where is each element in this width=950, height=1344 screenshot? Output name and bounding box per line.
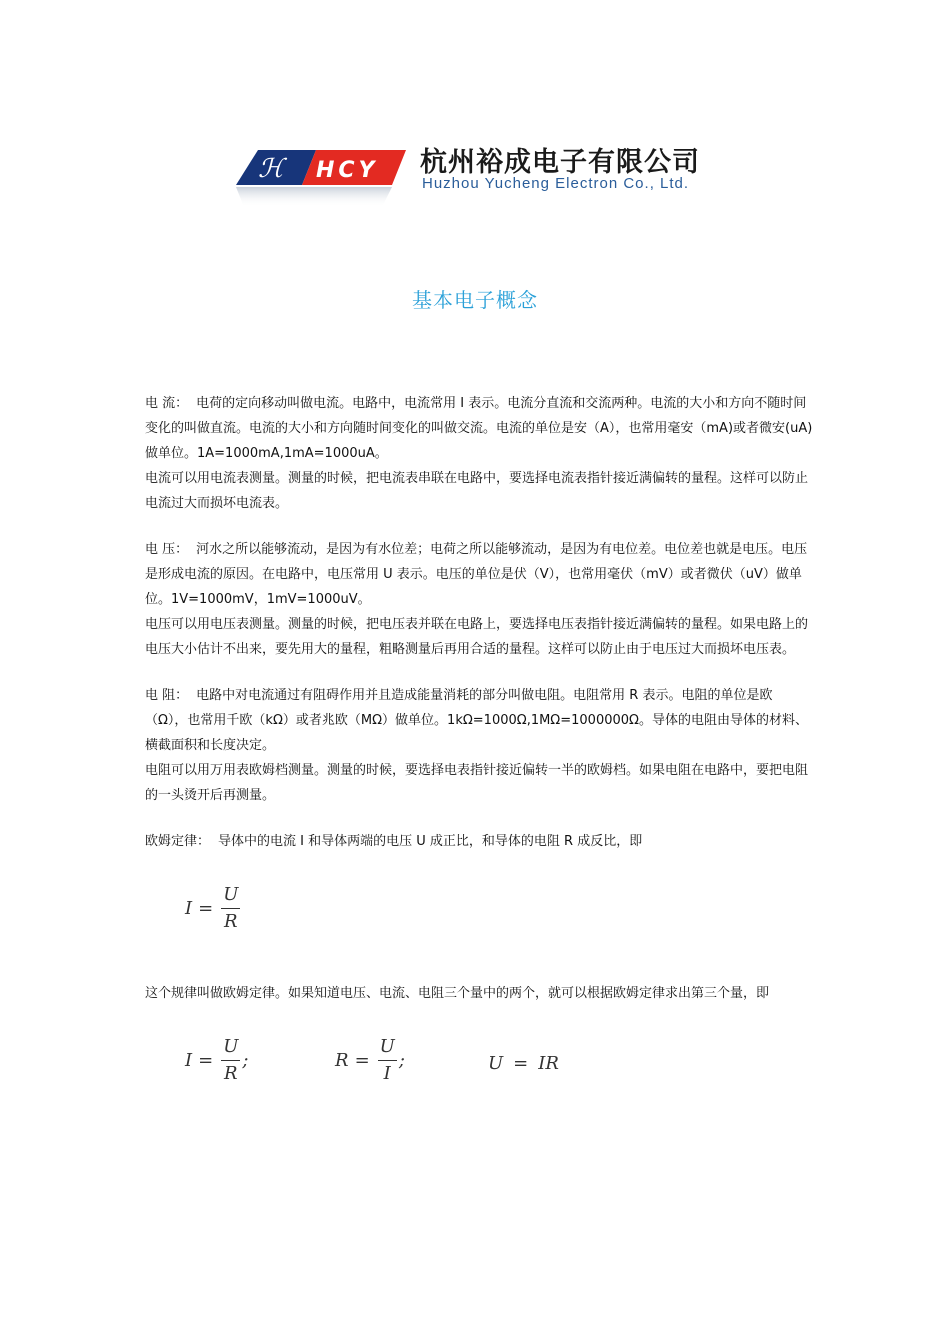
ohm-paragraph	[145, 829, 813, 854]
hcy-logo-graphic	[236, 145, 406, 207]
ohm-term: 欧姆定律：	[145, 834, 211, 849]
formula-semicolon: ;	[242, 1050, 249, 1071]
formula-fraction	[221, 884, 240, 933]
resistance-term: 电 阻：	[145, 688, 189, 703]
formula-rhs: IR	[538, 1053, 559, 1074]
formula-denominator: R	[224, 1063, 238, 1084]
resistance-text-2: 电阻可以用万用表欧姆档测量。测量的时候，要选择电表指针接近偏转一半的欧姆档。如果电阻在电路中，要把电阻的一头烫开后再测量。	[145, 763, 809, 803]
formula-lhs: I	[185, 1050, 193, 1071]
formula-numerator: U	[221, 884, 240, 909]
current-paragraph	[145, 391, 813, 466]
ohm-formula-row	[145, 1036, 813, 1096]
formula-lhs: U	[488, 1053, 504, 1074]
document-title: 基本电子概念	[412, 288, 538, 312]
document-body	[145, 391, 813, 1084]
formula-equals: =	[513, 1053, 529, 1074]
formula-resistance	[335, 1036, 405, 1085]
formula-current	[185, 1036, 248, 1085]
formula-equals: =	[354, 1050, 370, 1071]
formula-equals: =	[198, 1050, 214, 1071]
formula-equals: =	[198, 898, 214, 919]
formula-lhs: I	[185, 898, 193, 919]
formula-denominator: I	[383, 1063, 391, 1084]
formula-fraction	[378, 1036, 397, 1085]
formula-numerator: U	[378, 1036, 397, 1061]
ohm-formula-main	[185, 884, 242, 933]
current-text-2: 电流可以用电流表测量。测量的时候，把电流表串联在电路中，要选择电流表指针接近满偏转的量程。这样可以防止电流过大而损坏电流表。	[145, 471, 809, 511]
resistance-paragraph	[145, 683, 813, 758]
voltage-text-1: 河水之所以能够流动，是因为有水位差；电荷之所以能够流动，是因为有电位差。电位差也就是电压。电压是形成电流的原因。在电路中，电压常用 U 表示。电压的单位是伏（V），也常用毫伏（mV）或者微伏（uV）做单位。1V=1000mV，1mV=1000uV。	[145, 542, 808, 607]
formula-lhs: R	[335, 1050, 349, 1071]
voltage-text-2: 电压可以用电压表测量。测量的时候，把电压表并联在电路上，要选择电压表指针接近满偏转的量程。如果电路上的电压大小估计不出来，要先用大的量程，粗略测量后再用合适的量程。这样可以防止由于电压过大而损坏电压表。	[145, 617, 809, 657]
voltage-term: 电 压：	[145, 542, 189, 557]
ohm-text-1: 导体中的电流 I 和导体两端的电压 U 成正比，和导体的电阻 R 成反比，即	[218, 834, 643, 849]
company-name-en: Huzhou Yucheng Electron Co., Ltd.	[422, 175, 690, 192]
formula-numerator: U	[221, 1036, 240, 1061]
formula-semicolon: ;	[398, 1050, 405, 1071]
resistance-text-1: 电路中对电流通过有阻碍作用并且造成能量消耗的部分叫做电阻。电阻常用 R 表示。电阻的单位是欧（Ω），也常用千欧（kΩ）或者兆欧（MΩ）做单位。1kΩ=1000Ω,1MΩ=1000000Ω。导体的电阻由导体的材料、横截面积和长度决定。	[145, 688, 808, 753]
logo-mark-text: HCY	[316, 158, 379, 183]
hcy-logo-mark	[236, 145, 406, 185]
ohm-text-2: 这个规律叫做欧姆定律。如果知道电压、电流、电阻三个量中的两个，就可以根据欧姆定律求出第三个量，即	[145, 986, 770, 1001]
formula-voltage	[488, 1051, 559, 1076]
company-logo	[236, 140, 726, 210]
company-name-cn: 杭州裕成电子有限公司	[420, 147, 700, 178]
current-text-1: 电荷的定向移动叫做电流。电路中，电流常用 I 表示。电流分直流和交流两种。电流的大小和方向不随时间变化的叫做直流。电流的大小和方向随时间变化的叫做交流。电流的单位是安（A），也常用毫安（mA)或者微安(uA)做单位。1A=1000mA,1mA=1000uA。	[145, 396, 813, 461]
svg-text:ℋ: ℋ	[258, 154, 284, 184]
formula-fraction	[221, 1036, 240, 1085]
formula-denominator: R	[224, 911, 238, 932]
current-term: 电 流：	[145, 396, 189, 411]
voltage-paragraph	[145, 537, 813, 612]
